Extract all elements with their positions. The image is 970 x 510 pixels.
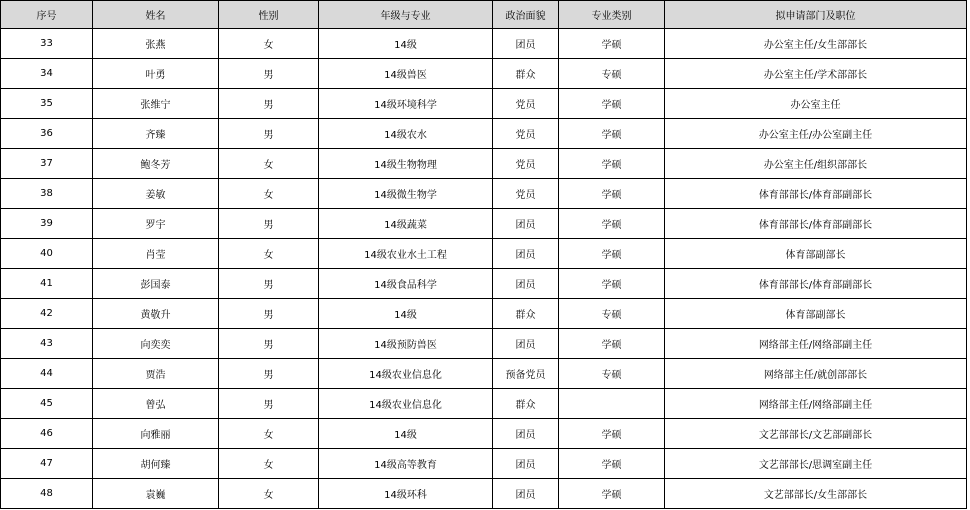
table-row — [1, 239, 967, 269]
cell-political-status[interactable]: 团员 — [493, 29, 559, 59]
table-row — [1, 29, 967, 59]
cell-number[interactable]: 48 — [1, 479, 93, 509]
cell-grade-major[interactable]: 14级兽医 — [319, 59, 493, 89]
table-row — [1, 329, 967, 359]
cell-degree-type[interactable]: 学硕 — [559, 479, 665, 509]
cell-degree-type[interactable]: 学硕 — [559, 89, 665, 119]
table-row — [1, 179, 967, 209]
cell-number[interactable]: 40 — [1, 239, 93, 269]
cell-degree-type[interactable]: 学硕 — [559, 269, 665, 299]
cell-position[interactable]: 网络部主任/网络部副主任 — [665, 389, 967, 419]
table-row — [1, 149, 967, 179]
cell-gender[interactable]: 男 — [219, 119, 319, 149]
cell-gender[interactable]: 男 — [219, 299, 319, 329]
cell-degree-type[interactable]: 学硕 — [559, 29, 665, 59]
cell-gender[interactable]: 男 — [219, 209, 319, 239]
cell-number[interactable]: 36 — [1, 119, 93, 149]
cell-gender[interactable]: 男 — [219, 359, 319, 389]
cell-gender[interactable]: 男 — [219, 89, 319, 119]
cell-grade-major[interactable]: 14级 — [319, 299, 493, 329]
cell-grade-major[interactable]: 14级高等教育 — [319, 449, 493, 479]
cell-gender[interactable]: 女 — [219, 419, 319, 449]
cell-political-status[interactable]: 群众 — [493, 59, 559, 89]
cell-gender[interactable]: 男 — [219, 269, 319, 299]
header-cell-grade-major[interactable]: 年级与专业 — [319, 1, 493, 29]
header-cell-political-status[interactable]: 政治面貌 — [493, 1, 559, 29]
cell-political-status[interactable]: 团员 — [493, 479, 559, 509]
cell-grade-major[interactable]: 14级农业信息化 — [319, 389, 493, 419]
cell-number[interactable]: 45 — [1, 389, 93, 419]
cell-name[interactable]: 姜敏 — [93, 179, 219, 209]
cell-grade-major[interactable]: 14级农业水土工程 — [319, 239, 493, 269]
cell-name[interactable]: 叶勇 — [93, 59, 219, 89]
cell-position[interactable]: 办公室主任/女生部部长 — [665, 29, 967, 59]
table-row — [1, 479, 967, 509]
cell-number[interactable]: 37 — [1, 149, 93, 179]
header-cell-degree-type[interactable]: 专业类别 — [559, 1, 665, 29]
cell-degree-type[interactable]: 学硕 — [559, 149, 665, 179]
cell-political-status[interactable]: 党员 — [493, 149, 559, 179]
cell-name[interactable]: 罗宇 — [93, 209, 219, 239]
cell-political-status[interactable]: 党员 — [493, 89, 559, 119]
cell-name[interactable]: 张燕 — [93, 29, 219, 59]
cell-position[interactable]: 办公室主任 — [665, 89, 967, 119]
table-body — [1, 29, 967, 509]
cell-position[interactable]: 文艺部部长/思调室副主任 — [665, 449, 967, 479]
cell-political-status[interactable]: 群众 — [493, 299, 559, 329]
cell-gender[interactable]: 男 — [219, 389, 319, 419]
table-row — [1, 359, 967, 389]
cell-political-status[interactable]: 团员 — [493, 419, 559, 449]
cell-grade-major[interactable]: 14级 — [319, 29, 493, 59]
header-cell-number[interactable]: 序号 — [1, 1, 93, 29]
cell-name[interactable]: 齐臻 — [93, 119, 219, 149]
cell-gender[interactable]: 女 — [219, 449, 319, 479]
table-row — [1, 449, 967, 479]
cell-number[interactable]: 38 — [1, 179, 93, 209]
cell-name[interactable]: 肖莹 — [93, 239, 219, 269]
cell-gender[interactable]: 女 — [219, 239, 319, 269]
cell-position[interactable]: 体育部部长/体育部副部长 — [665, 179, 967, 209]
cell-name[interactable]: 贾浩 — [93, 359, 219, 389]
table-row — [1, 89, 967, 119]
cell-name[interactable]: 黄敬升 — [93, 299, 219, 329]
header-row — [1, 1, 967, 29]
cell-number[interactable]: 34 — [1, 59, 93, 89]
cell-degree-type[interactable]: 专硕 — [559, 359, 665, 389]
cell-number[interactable]: 33 — [1, 29, 93, 59]
cell-political-status[interactable]: 团员 — [493, 449, 559, 479]
cell-degree-type[interactable]: 专硕 — [559, 299, 665, 329]
cell-position[interactable]: 办公室主任/办公室副主任 — [665, 119, 967, 149]
cell-position[interactable]: 体育部部长/体育部副部长 — [665, 269, 967, 299]
cell-name[interactable]: 胡何臻 — [93, 449, 219, 479]
cell-name[interactable]: 向雅丽 — [93, 419, 219, 449]
cell-grade-major[interactable]: 14级生物物理 — [319, 149, 493, 179]
table-row — [1, 59, 967, 89]
cell-grade-major[interactable]: 14级农水 — [319, 119, 493, 149]
table-row — [1, 209, 967, 239]
cell-name[interactable]: 张维宁 — [93, 89, 219, 119]
cell-position[interactable]: 办公室主任/学术部部长 — [665, 59, 967, 89]
cell-political-status[interactable]: 预备党员 — [493, 359, 559, 389]
cell-political-status[interactable]: 党员 — [493, 119, 559, 149]
cell-position[interactable]: 文艺部部长/女生部部长 — [665, 479, 967, 509]
cell-number[interactable]: 35 — [1, 89, 93, 119]
cell-gender[interactable]: 女 — [219, 149, 319, 179]
cell-degree-type[interactable]: 学硕 — [559, 419, 665, 449]
cell-degree-type[interactable]: 学硕 — [559, 209, 665, 239]
table-row — [1, 299, 967, 329]
cell-number[interactable]: 46 — [1, 419, 93, 449]
cell-position[interactable]: 体育部副部长 — [665, 299, 967, 329]
cell-political-status[interactable]: 团员 — [493, 269, 559, 299]
header-cell-name[interactable]: 姓名 — [93, 1, 219, 29]
cell-political-status[interactable]: 党员 — [493, 179, 559, 209]
cell-gender[interactable]: 女 — [219, 179, 319, 209]
table-row — [1, 419, 967, 449]
cell-gender[interactable]: 男 — [219, 329, 319, 359]
cell-gender[interactable]: 女 — [219, 29, 319, 59]
cell-name[interactable]: 鲍冬芳 — [93, 149, 219, 179]
cell-degree-type[interactable]: 学硕 — [559, 119, 665, 149]
cell-number[interactable]: 39 — [1, 209, 93, 239]
cell-degree-type[interactable]: 专硕 — [559, 59, 665, 89]
cell-degree-type[interactable] — [559, 389, 665, 419]
table-row — [1, 389, 967, 419]
cell-grade-major[interactable]: 14级农业信息化 — [319, 359, 493, 389]
cell-name[interactable]: 曾弘 — [93, 389, 219, 419]
cell-grade-major[interactable]: 14级环境科学 — [319, 89, 493, 119]
cell-grade-major[interactable]: 14级环科 — [319, 479, 493, 509]
cell-grade-major[interactable]: 14级预防兽医 — [319, 329, 493, 359]
cell-degree-type[interactable]: 学硕 — [559, 329, 665, 359]
table-row — [1, 119, 967, 149]
cell-political-status[interactable]: 团员 — [493, 239, 559, 269]
cell-degree-type[interactable]: 学硕 — [559, 449, 665, 479]
cell-grade-major[interactable]: 14级 — [319, 419, 493, 449]
cell-position[interactable]: 网络部主任/就创部部长 — [665, 359, 967, 389]
cell-degree-type[interactable]: 学硕 — [559, 179, 665, 209]
cell-position[interactable]: 网络部主任/网络部副主任 — [665, 329, 967, 359]
cell-position[interactable]: 文艺部部长/文艺部副部长 — [665, 419, 967, 449]
cell-name[interactable]: 彭国泰 — [93, 269, 219, 299]
cell-position[interactable]: 体育部副部长 — [665, 239, 967, 269]
cell-political-status[interactable]: 群众 — [493, 389, 559, 419]
cell-number[interactable]: 44 — [1, 359, 93, 389]
cell-number[interactable]: 47 — [1, 449, 93, 479]
cell-gender[interactable]: 男 — [219, 59, 319, 89]
cell-name[interactable]: 袁巍 — [93, 479, 219, 509]
header-cell-gender[interactable]: 性别 — [219, 1, 319, 29]
cell-political-status[interactable]: 团员 — [493, 209, 559, 239]
cell-number[interactable]: 42 — [1, 299, 93, 329]
cell-political-status[interactable]: 团员 — [493, 329, 559, 359]
cell-name[interactable]: 向奕奕 — [93, 329, 219, 359]
cell-position[interactable]: 体育部部长/体育部副部长 — [665, 209, 967, 239]
cell-grade-major[interactable]: 14级蔬菜 — [319, 209, 493, 239]
cell-number[interactable]: 41 — [1, 269, 93, 299]
cell-gender[interactable]: 女 — [219, 479, 319, 509]
cell-grade-major[interactable]: 14级微生物学 — [319, 179, 493, 209]
cell-grade-major[interactable]: 14级食品科学 — [319, 269, 493, 299]
header-cell-position[interactable]: 拟申请部门及职位 — [665, 1, 967, 29]
cell-position[interactable]: 办公室主任/组织部部长 — [665, 149, 967, 179]
cell-number[interactable]: 43 — [1, 329, 93, 359]
table-row — [1, 269, 967, 299]
cell-degree-type[interactable]: 学硕 — [559, 239, 665, 269]
